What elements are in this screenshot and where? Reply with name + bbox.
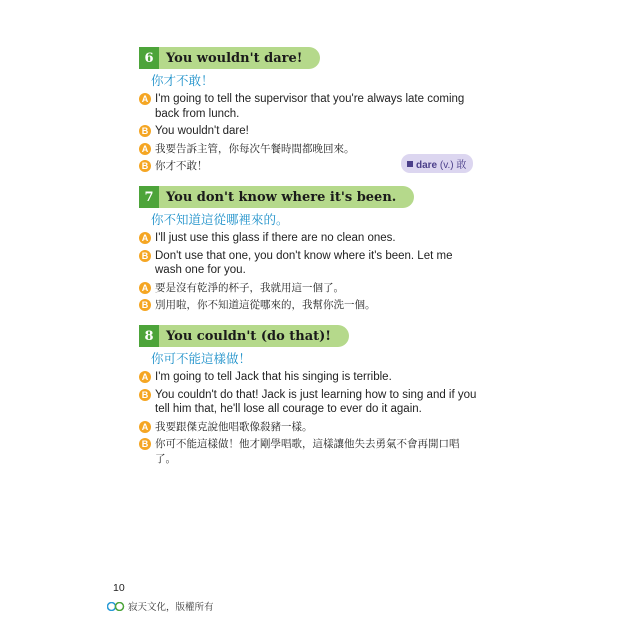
speaker-badge: A — [139, 232, 151, 244]
footer-text: 寂天文化，版權所有 — [128, 602, 214, 613]
vocab-tag — [401, 154, 473, 173]
dialog-line — [139, 388, 479, 417]
zh-title: 你不知道這從哪裡來的。 — [151, 213, 289, 227]
speaker-badge: A — [139, 371, 151, 383]
line-text: You wouldn't dare! — [155, 125, 249, 137]
vocab-word: dare — [416, 160, 438, 171]
section-number: 8 — [139, 325, 159, 347]
heading-text: You couldn't (do that)! — [166, 328, 332, 344]
line-text: 你才不敢！ — [155, 160, 208, 172]
dialog-line — [139, 281, 479, 296]
publisher-logo-icon — [107, 602, 125, 611]
speaker-badge: A — [139, 93, 151, 105]
dialog-line — [139, 249, 479, 278]
section-7 — [139, 186, 479, 313]
zh-title: 你才不敢！ — [151, 74, 214, 88]
square-bullet-icon — [407, 161, 413, 167]
line-text: I'll just use this glass if there are no clean ones. — [155, 232, 396, 244]
speaker-badge: B — [139, 160, 151, 172]
zh-title: 你可不能這樣做！ — [151, 352, 252, 366]
section-number: 7 — [139, 186, 159, 208]
speaker-badge: B — [139, 438, 151, 450]
dialog-line — [139, 420, 479, 435]
section-heading — [139, 47, 320, 69]
line-text: 要是沒有乾淨的杯子，我就用這一個了。 — [155, 281, 344, 294]
line-text: 我要跟傑克說他唱歌像殺豬一樣。 — [155, 420, 313, 433]
line-text: 我要告訴主管，你每次午餐時間都晚回來。 — [155, 142, 355, 155]
dialog-line — [139, 437, 479, 466]
section-8 — [139, 325, 479, 466]
dialog-line — [139, 370, 479, 385]
dialog-line — [139, 231, 479, 246]
section-heading — [139, 186, 414, 208]
speaker-badge: B — [139, 125, 151, 137]
vocab-meaning: 敢 — [456, 160, 467, 171]
line-text: 別用啦，你不知道這從哪來的，我幫你洗一個。 — [155, 299, 376, 311]
speaker-badge: B — [139, 250, 151, 262]
vocab-pos: (v.) — [439, 160, 454, 171]
speaker-badge: B — [139, 389, 151, 401]
speaker-badge: A — [139, 282, 151, 294]
line-text: I'm going to tell the supervisor that you're always late coming back from lunch. — [155, 93, 465, 120]
heading-text: You don't know where it's been. — [166, 189, 397, 205]
line-text: Don't use that one, you don't know where it's been. Let me wash one for you. — [155, 249, 453, 276]
dialog-line — [139, 298, 479, 313]
speaker-badge: A — [139, 143, 151, 155]
line-text: 你可不能這樣做！他才剛學唱歌，這樣讓他失去勇氣不會再開口唱了。 — [155, 438, 460, 465]
speaker-badge: B — [139, 299, 151, 311]
dialog-line — [139, 92, 479, 121]
line-text: I'm going to tell Jack that his singing is terrible. — [155, 371, 392, 383]
line-text: You couldn't do that! Jack is just learning how to sing and if you tell him that, he'll lose all courage to ever do it again. — [155, 388, 477, 415]
heading-text: You wouldn't dare! — [166, 50, 303, 66]
footer — [107, 599, 214, 613]
page-number: 10 — [113, 582, 125, 594]
speaker-badge: A — [139, 421, 151, 433]
section-heading — [139, 325, 349, 347]
section-number: 6 — [139, 47, 159, 69]
dialog-line — [139, 124, 479, 139]
